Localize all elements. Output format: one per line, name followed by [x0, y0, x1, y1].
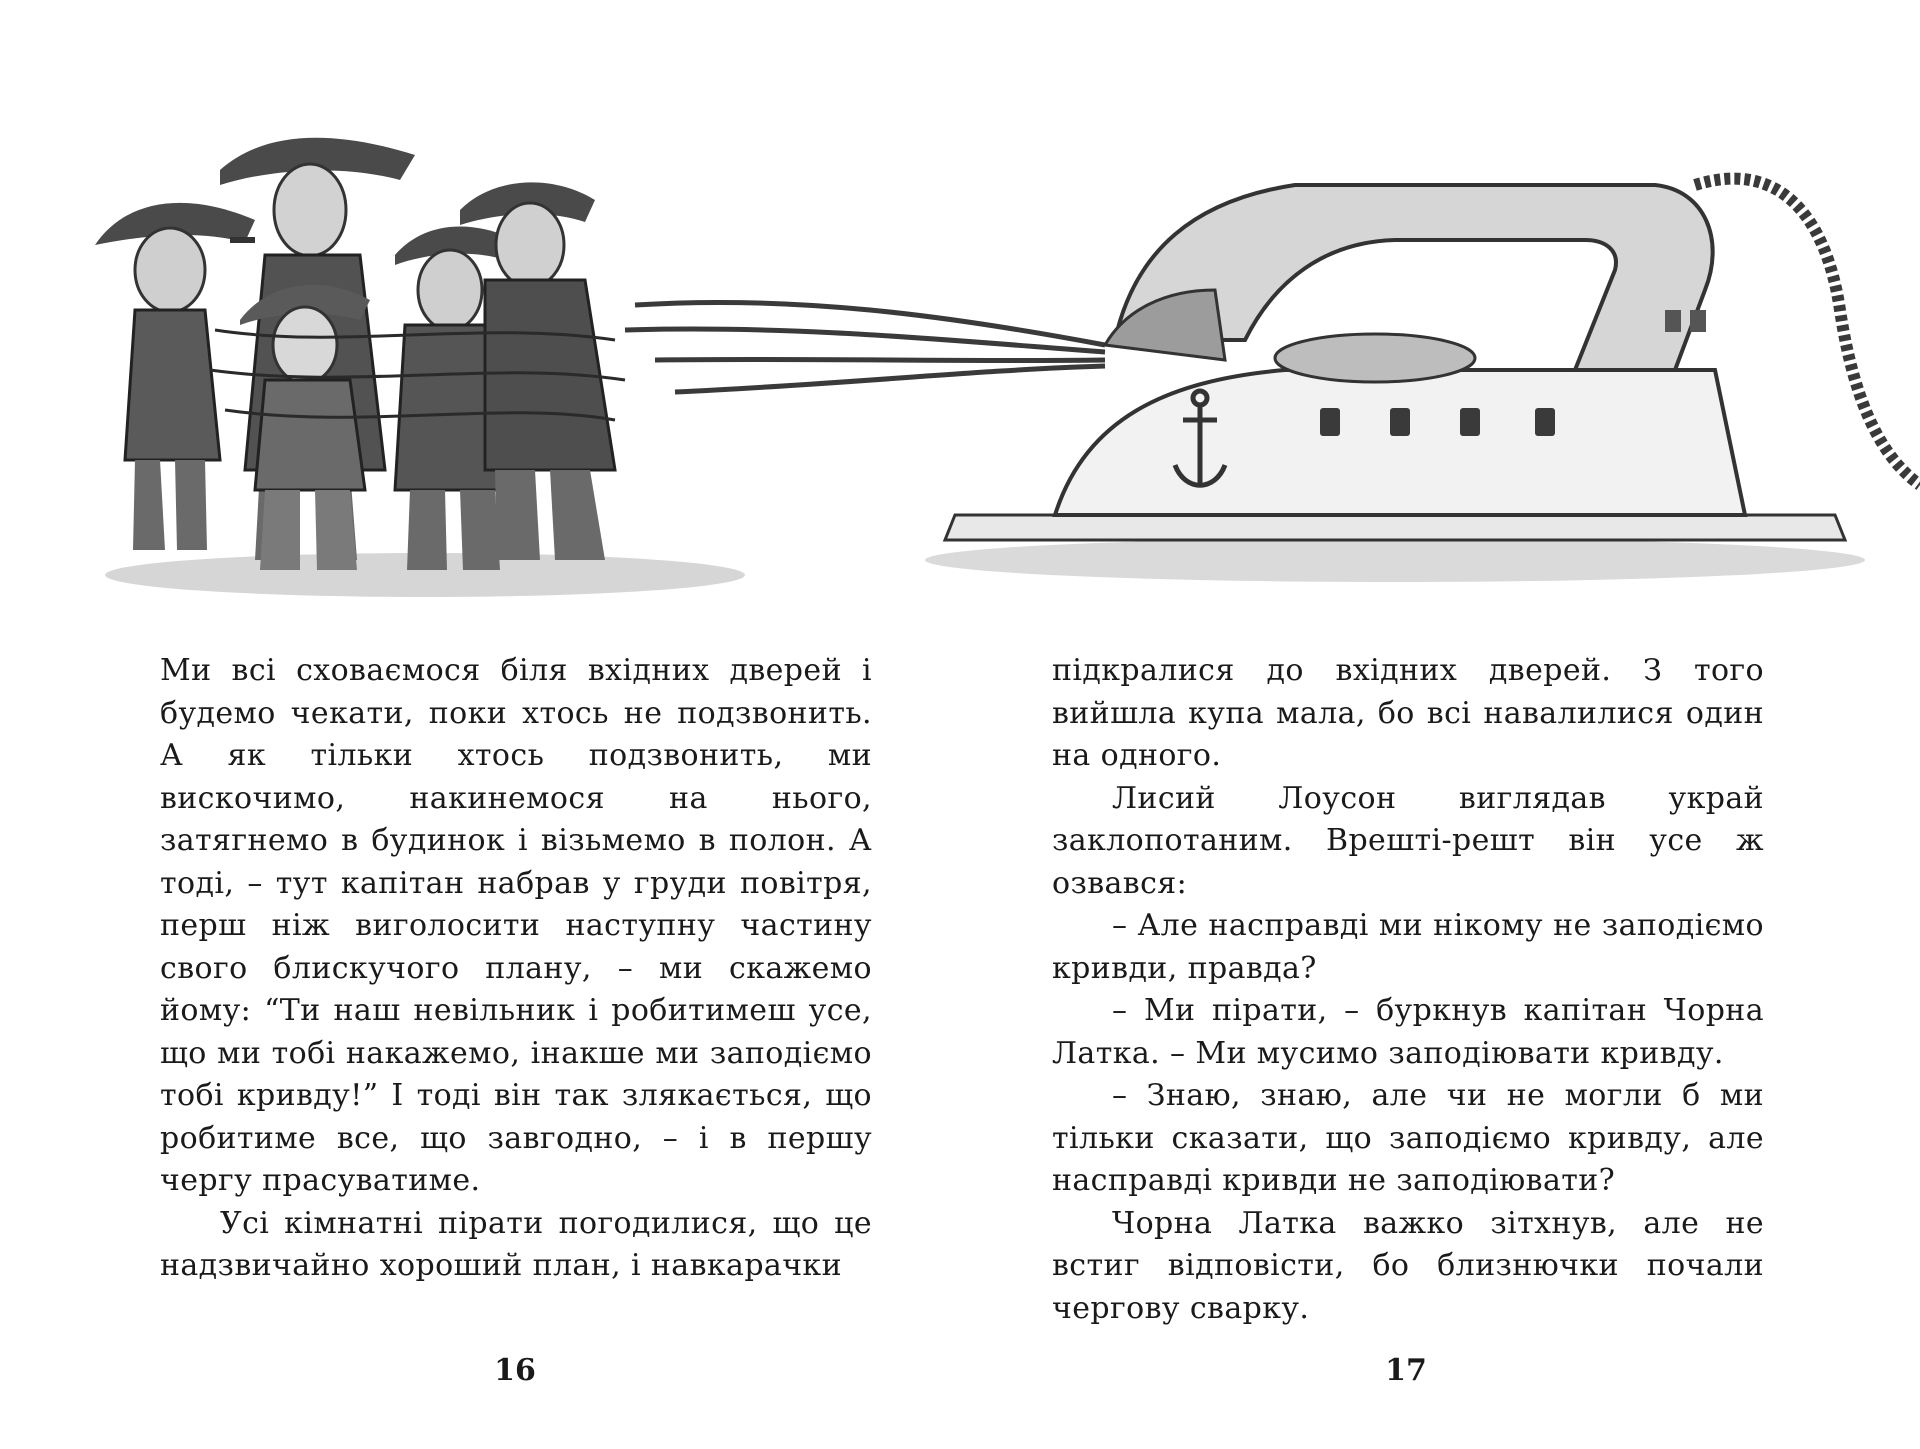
page-number-right: 17: [1385, 1353, 1427, 1388]
ground-shadow-right: [925, 538, 1865, 582]
right-page-text: [1052, 650, 1764, 1330]
iron-dial: [1275, 334, 1475, 382]
pirates-group: [95, 138, 625, 570]
left-page-text: [160, 650, 872, 1288]
ropes: [625, 302, 1105, 392]
paragraph: Ми всі сховаємося біля вхідних дверей і будемо чекати, поки хтось не подзвонить. А як тільки хтось подзвонить, ми вискочимо, накинемося на нього, затягнемо в будинок і візьмемо в полон. А тоді, – тут капітан набрав у груди повітря, перш ніж виголосити наступну частину свого блискучого плану, – ми скажемо йому: “Ти наш невільник і робитимеш усе, що ми тобі накажемо, інакше ми заподіємо тобі кривду!” І тоді він так злякається, що робитиме все, що завгодно, – і в першу чергу прасуватиме.: [160, 653, 872, 1198]
illustration-pirates-and-iron: [95, 130, 1920, 620]
paragraph: Чорна Латка важко зітхнув, але не встиг відповісти, бо близнючки почали чергову сварку.: [1052, 1205, 1764, 1326]
pirate-figure: [95, 203, 255, 550]
paragraph: Усі кімнатні пірати погодилися, що це надзвичайно хороший план, і навкарачки: [160, 1205, 872, 1283]
paragraph: – Знаю, знаю, але чи не могли б ми тільки сказати, що заподіємо кривду, але насправді кривди не заподіювати?: [1052, 1078, 1764, 1198]
paragraph: – Але насправді ми нікому не заподіємо кривди, правда?: [1052, 908, 1764, 986]
paragraph: підкралися до вхідних дверей. З того вийшла купа мала, бо всі навалилися один на одного.: [1052, 653, 1764, 773]
paragraph: – Ми пірати, – буркнув капітан Чорна Латка. – Ми мусимо заподіювати кривду.: [1052, 993, 1764, 1071]
page-number-left: 16: [494, 1353, 536, 1388]
paragraph: Лисий Лоусон виглядав украй заклопотаним. Врешті-решт він усе ж озвався:: [1052, 780, 1764, 901]
